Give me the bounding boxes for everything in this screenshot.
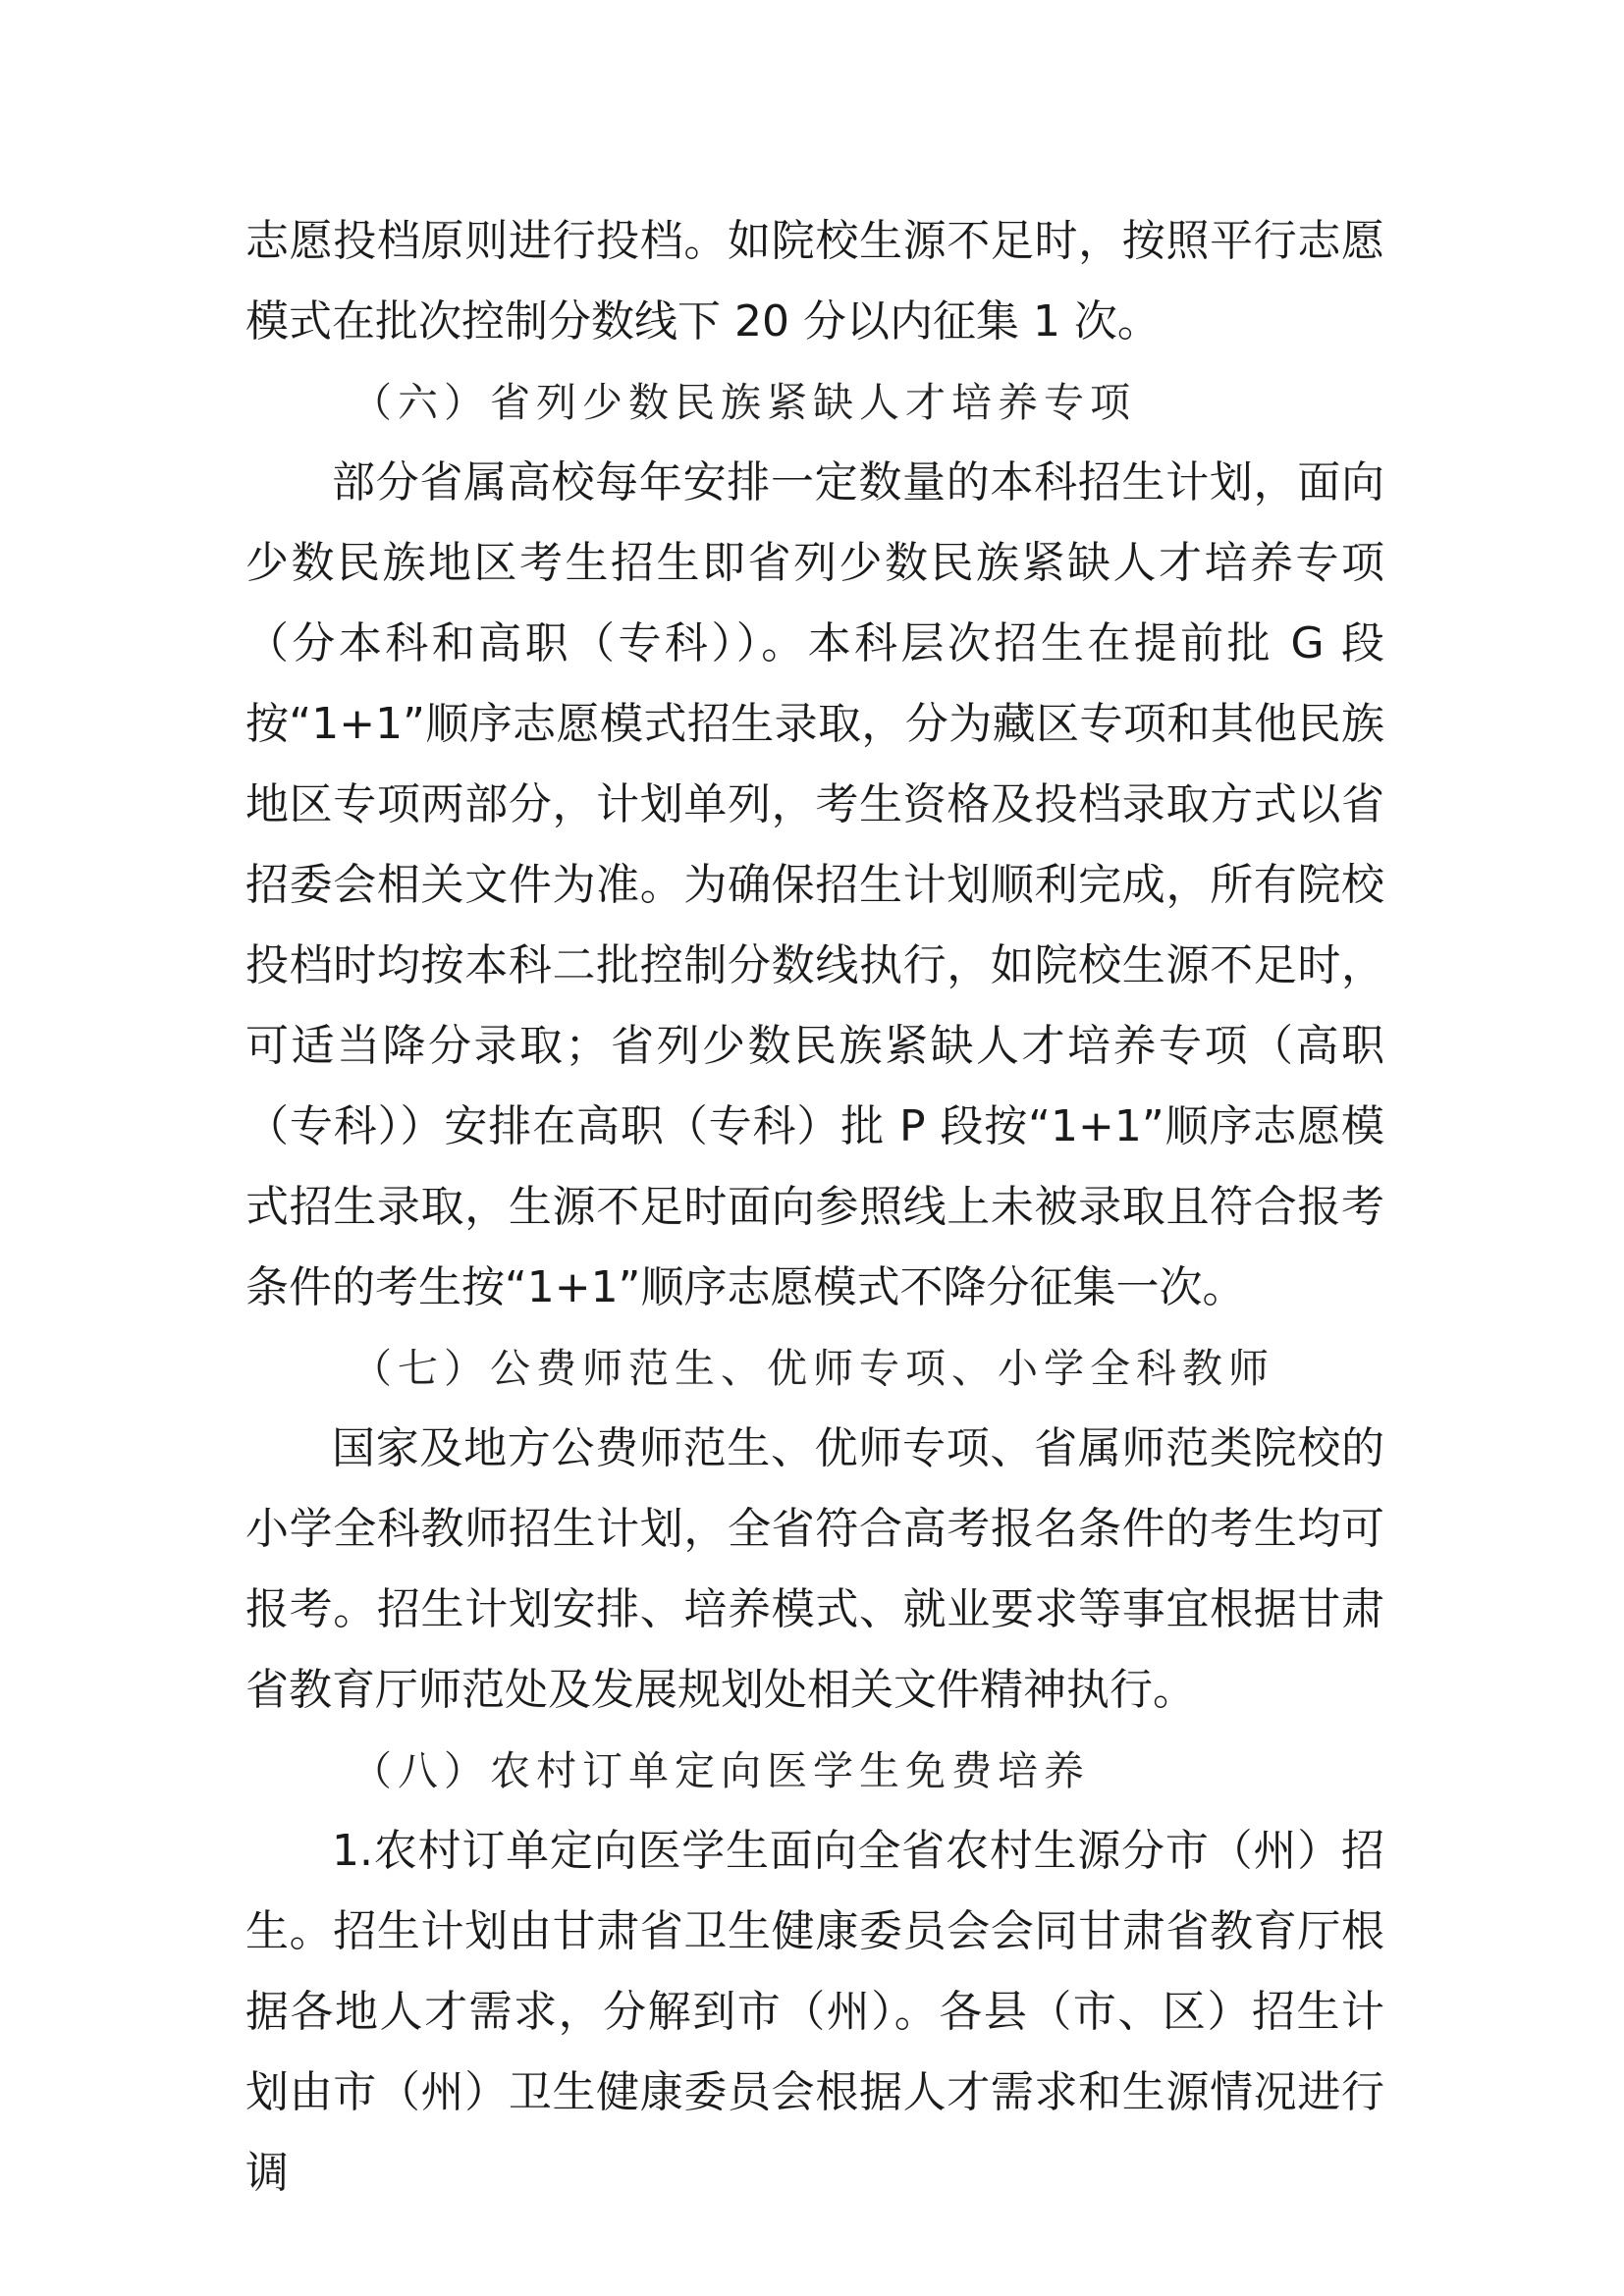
section-heading-public-funded-teachers: （七）公费师范生、优师专项、小学全科教师 [352, 1345, 1274, 1392]
paragraph-admission-continuation: 志愿投档原则进行投档。如院校生源不足时，按照平行志愿模式在批次控制分数线下 20 分以内征集 1 次。 [245, 216, 1384, 347]
section-heading-ethnic-talent-program: （六）省列少数民族紧缺人才培养专项 [352, 379, 1136, 426]
paragraph-ethnic-talent-program: 部分省属高校每年安排一定数量的本科招生计划，面向少数民族地区考生招生即省列少数民族紧缺人才培养专项（分本科和高职（专科））。本科层次招生在提前批 G 段按“1+1”顺序志愿模式招生录取，分为藏区专项和其他民族地区专项两部分，计划单列，考生资格及投档录取方式以省招委会相关文件为准。为确保招生计划顺利完成，所有院校投档时均按本科二批控制分数线执行，如院校生源不足时，可适当降分录取；省列少数民族紧缺人才培养专项（高职（专科））安排在高职（专科）批 P 段按“1+1”顺序志愿模式招生录取，生源不足时面向参照线上未被录取且符合报考条件的考生按“1+1”顺序志愿模式不降分征集一次。 [245, 457, 1384, 1312]
section-heading-rural-medical-students: （八）农村订单定向医学生免费培养 [352, 1747, 1090, 1794]
document-page [245, 201, 1384, 2214]
paragraph-public-funded-teachers: 国家及地方公费师范生、优师专项、省属师范类院校的小学全科教师招生计划，全省符合高考报名条件的考生均可报考。招生计划安排、培养模式、就业要求等事宜根据甘肃省教育厅师范处及发展规划处相关文件精神执行。 [245, 1423, 1384, 1715]
paragraph-rural-medical-students: 1.农村订单定向医学生面向全省农村生源分市（州）招生。招生计划由甘肃省卫生健康委员会会同甘肃省教育厅根据各地人才需求，分解到市（州）。各县（市、区）招生计划由市（州）卫生健康委员会根据人才需求和生源情况进行调 [245, 1826, 1384, 2198]
